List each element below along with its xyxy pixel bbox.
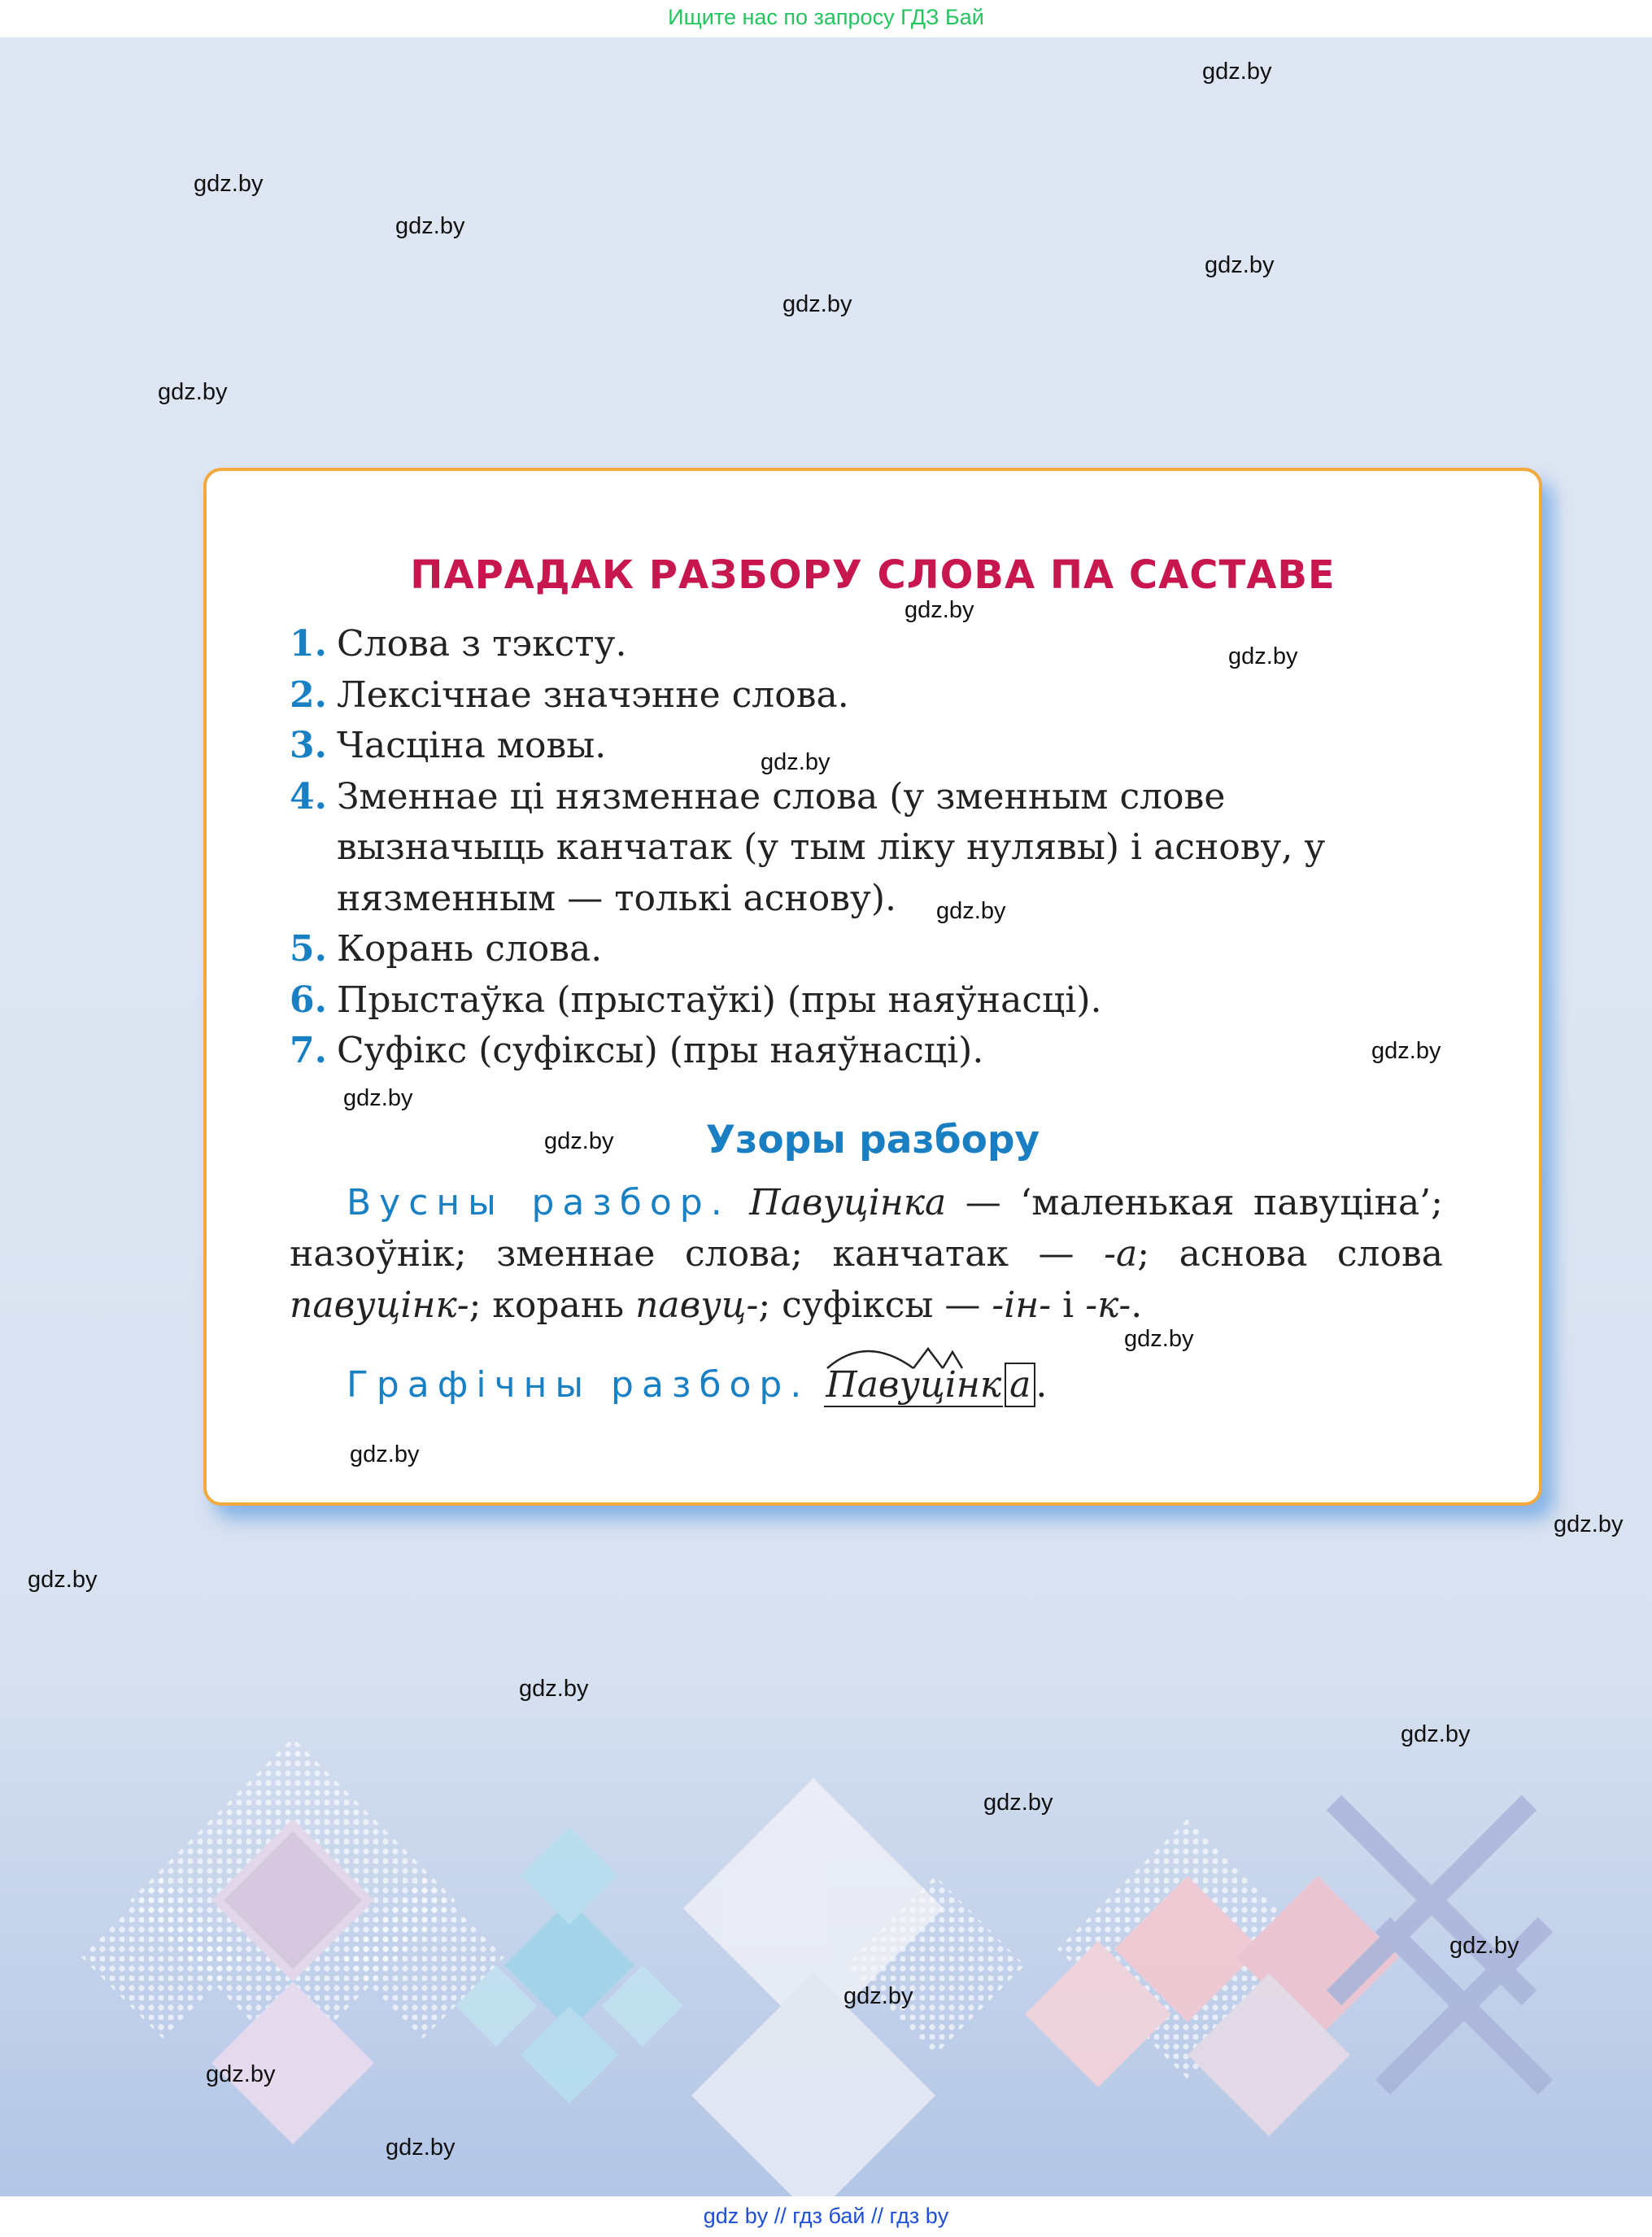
- ornament-decoration: [0, 1632, 1652, 2196]
- watermark: gdz.by: [1449, 1933, 1519, 1959]
- watermark: gdz.by: [1124, 1326, 1194, 1352]
- step-text: Зменнае ці нязменнае слова (у зменным слове вызначыць канчатак (у тым ліку нулявы) і аснову, у нязменным — толькі аснову).: [337, 775, 1326, 919]
- step-item: [290, 670, 1428, 722]
- watermark: gdz.by: [761, 749, 830, 775]
- stem-example: павуцінк-: [290, 1284, 469, 1326]
- watermark: gdz.by: [28, 1567, 98, 1593]
- graphic-analysis: [347, 1360, 1047, 1411]
- oral-analysis-paragraph: [290, 1177, 1443, 1331]
- step-number: 4.: [290, 775, 327, 818]
- watermark: gdz.by: [194, 171, 264, 197]
- top-banner: Ищите нас по запросу ГДЗ Бай: [0, 0, 1652, 37]
- step-text: Корань слова.: [337, 928, 603, 970]
- root-example: павуц-: [635, 1284, 759, 1326]
- morpheme-marks-icon: [824, 1339, 1068, 1371]
- watermark: gdz.by: [519, 1676, 589, 1702]
- oral-analysis-label: Вусны разбор.: [347, 1182, 730, 1223]
- morpheme-diagram: [824, 1360, 1047, 1411]
- step-number: 2.: [290, 674, 327, 716]
- watermark: gdz.by: [544, 1128, 614, 1154]
- watermark: gdz.by: [386, 2135, 455, 2161]
- step-text: Лексічнае значэнне слова.: [337, 674, 849, 716]
- step-text: Прыстаўка (прыстаўкі) (пры наяўнасці).: [337, 979, 1102, 1021]
- oral-text: і: [1051, 1284, 1086, 1326]
- watermark: gdz.by: [983, 1790, 1053, 1816]
- watermark: gdz.by: [158, 379, 228, 405]
- suffix-example: -к-: [1085, 1284, 1131, 1326]
- oral-text: ; суфіксы —: [758, 1284, 992, 1326]
- watermark: gdz.by: [206, 2061, 276, 2087]
- ending-example: -а: [1104, 1233, 1138, 1275]
- watermark: gdz.by: [1202, 59, 1272, 85]
- watermark: gdz.by: [1228, 643, 1298, 669]
- bottom-banner: gdz by // гдз бай // гдз by: [0, 2196, 1652, 2237]
- word-stem: Павуцінк: [826, 1364, 1002, 1406]
- step-text: Часціна мовы.: [337, 725, 607, 766]
- oral-text: .: [1131, 1284, 1143, 1326]
- step-number: 6.: [290, 979, 327, 1021]
- step-item: [290, 924, 1428, 975]
- watermark: gdz.by: [1205, 252, 1275, 278]
- watermark: gdz.by: [1401, 1721, 1471, 1747]
- watermark: gdz.by: [782, 291, 852, 317]
- watermark: gdz.by: [395, 213, 465, 239]
- card-title: ПАРАДАК РАЗБОРУ СЛОВА ПА САСТАВЕ: [410, 552, 1336, 598]
- examples-subtitle: Узоры разбору: [705, 1118, 1040, 1162]
- rules-card: [203, 468, 1542, 1506]
- step-item: [290, 721, 1428, 772]
- step-text: Суфікс (суфіксы) (пры наяўнасці).: [337, 1030, 984, 1071]
- watermark: gdz.by: [343, 1085, 413, 1111]
- watermark: gdz.by: [936, 898, 1006, 924]
- watermark: gdz.by: [904, 597, 974, 623]
- word-ending: а: [1005, 1363, 1035, 1407]
- oral-text: ; аснова слова: [1137, 1233, 1443, 1275]
- step-number: 7.: [290, 1030, 327, 1071]
- step-number: 1.: [290, 623, 327, 665]
- steps-list: [290, 619, 1428, 1077]
- watermark: gdz.by: [1554, 1511, 1624, 1537]
- example-word: Павуцінка: [749, 1182, 947, 1223]
- graphic-analysis-label: Графічны разбор.: [347, 1364, 810, 1406]
- watermark: gdz.by: [843, 1983, 913, 2009]
- step-number: 3.: [290, 725, 327, 766]
- step-item: [290, 1026, 1428, 1077]
- watermark: gdz.by: [1371, 1038, 1441, 1064]
- step-item: [290, 772, 1428, 925]
- step-text: Слова з тэксту.: [337, 623, 627, 665]
- watermark: gdz.by: [350, 1441, 420, 1467]
- oral-text: ; корань: [469, 1284, 636, 1326]
- step-number: 5.: [290, 928, 327, 970]
- period: .: [1035, 1364, 1048, 1406]
- oral-text: — ‘маленькая павуціна’; назоўнік; зменнае слова; канчатак —: [290, 1182, 1443, 1275]
- step-item: [290, 975, 1428, 1027]
- suffix-example: -ін-: [992, 1284, 1052, 1326]
